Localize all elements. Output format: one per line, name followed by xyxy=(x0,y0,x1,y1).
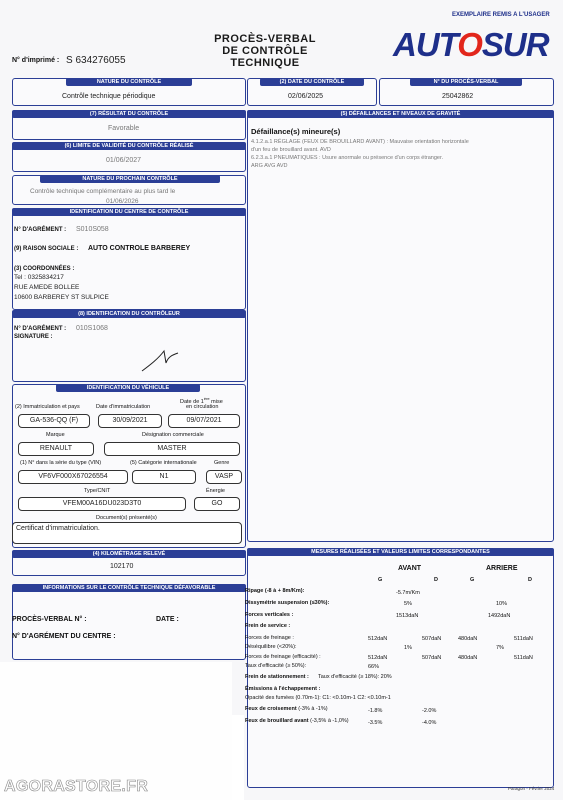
date-mise-label-line2: en circulation xyxy=(186,404,219,410)
avant-d-header: D xyxy=(434,577,438,583)
ffe-arriere-g: 480daN xyxy=(458,655,478,661)
date-mise-field: 09/07/2021 xyxy=(168,414,240,428)
defaillances-bar: (5) DÉFAILLANCES ET NIVEAUX DE GRAVITÉ xyxy=(247,110,554,118)
ripage-label: Ripage (-8 à + 8m/Km): xyxy=(245,588,305,594)
informations-date-label: DATE : xyxy=(156,616,179,623)
ff-arriere-d: 511daN xyxy=(514,636,533,642)
arriere-header: ARRIERE xyxy=(486,565,518,572)
nature-value: Contrôle technique périodique xyxy=(62,93,156,100)
emissions-label: Émissions à l'échappement : xyxy=(245,686,321,692)
marque-field: RENAULT xyxy=(18,442,94,456)
taux-label: Taux d'efficacité (≥ 50%): xyxy=(245,663,307,669)
brouillard-g: -3.5% xyxy=(368,720,383,726)
vehicule-bar: IDENTIFICATION DU VÉHICULE xyxy=(56,384,200,392)
croisement-g: -1.8% xyxy=(368,708,383,714)
informations-pv-label: PROCÈS-VERBAL N° : xyxy=(12,616,87,623)
ff-arriere-g: 480daN xyxy=(458,636,478,642)
version-footer: Paragon - Février 2024 xyxy=(508,786,555,791)
date-controle-bar: (2) DATE DU CONTRÔLE xyxy=(260,78,364,86)
watermark: AGORASTORE.FR xyxy=(4,778,149,795)
deseq-label: Déséquilibre (<20%): xyxy=(245,644,297,650)
title-line-2: DE CONTRÔLE TECHNIQUE xyxy=(222,45,308,69)
designation-field: MASTER xyxy=(104,442,240,456)
exemplaire-label: EXEMPLAIRE REMIS A L'USAGER xyxy=(452,12,550,18)
date-immat-field: 30/09/2021 xyxy=(98,414,162,428)
ffe-avant-g: 512daN xyxy=(368,655,388,661)
scan-artifact-edge xyxy=(232,715,244,800)
document-title xyxy=(190,33,340,69)
raison-label: (9) RAISON SOCIALE : xyxy=(14,246,79,252)
arriere-d-header: D xyxy=(528,577,532,583)
immat-field: GA-536-QQ (F) xyxy=(18,414,90,428)
controleur-box xyxy=(12,310,246,382)
type-field: VFEM00A16DU023D3T0 xyxy=(18,497,186,511)
frein-service-label: Frein de service : xyxy=(245,623,291,629)
marque-label: Marque xyxy=(46,432,65,438)
dissym-arriere: 10% xyxy=(496,601,508,607)
nature-bar: NATURE DU CONTRÔLE xyxy=(66,78,192,86)
forces-verticales-label: Forces verticales : xyxy=(245,612,294,618)
resultat-bar: (7) RÉSULTAT DU CONTRÔLE xyxy=(12,110,246,118)
taux-value: 66% xyxy=(368,664,380,670)
imprime-label: N° d'imprimé : xyxy=(12,57,60,64)
forces-verticales-arriere: 1492daN xyxy=(488,613,511,619)
forces-verticales-avant: 1513daN xyxy=(396,613,419,619)
stationnement-label: Frein de stationnement : xyxy=(245,674,309,680)
date-controle-value: 02/06/2025 xyxy=(288,93,324,100)
ffe-arriere-d: 511daN xyxy=(514,655,533,661)
raison-value: AUTO CONTROLE BARBEREY xyxy=(88,245,191,252)
controleur-agrement-label: N° D'AGRÉMENT : xyxy=(14,326,67,332)
defaillance-line-4: ARG AVG AVD xyxy=(251,163,288,169)
opacite-value: Opacité des fumées (0.70m-1): C1: <0.10m-1 C2: <0.10m-1 xyxy=(245,695,391,701)
date-immat-label: Date d'immatriculation xyxy=(96,404,151,410)
avant-g-header: G xyxy=(378,577,383,583)
arriere-g-header: G xyxy=(470,577,475,583)
centre-agrement-value: S010S058 xyxy=(76,226,109,233)
kilometrage-bar: (4) KILOMÉTRAGE RELEVÉ xyxy=(12,550,246,558)
avant-header: AVANT xyxy=(398,565,422,572)
categorie-field: N1 xyxy=(132,470,196,484)
stationnement-value: Taux d'efficacité (≥ 18%): 20% xyxy=(318,674,392,680)
dissym-avant: 5% xyxy=(404,601,412,607)
resultat-value: Favorable xyxy=(108,125,140,132)
type-label: Type/CNIT xyxy=(84,488,111,494)
num-pv-bar: N° DU PROCÈS-VERBAL xyxy=(410,78,522,86)
date-mise-label: Date de 1ère mise xyxy=(180,396,223,405)
deseq-arriere: 7% xyxy=(496,645,504,651)
brouillard-d: -4.0% xyxy=(422,720,437,726)
title-line-1: PROCÈS-VERBAL xyxy=(214,33,316,45)
immat-label: (2) Immatriculation et pays xyxy=(15,404,80,410)
ff-avant-d: 507daN xyxy=(422,636,442,642)
genre-field: VASP xyxy=(206,470,242,484)
brouillard-row: Feux de brouillard avant (-3,5% à -1,0%) xyxy=(245,718,349,724)
energie-label: Énergie xyxy=(206,488,225,494)
ffe-avant-d: 507daN xyxy=(422,655,442,661)
centre-bar: IDENTIFICATION DU CENTRE DE CONTRÔLE xyxy=(12,208,246,216)
energie-field: GO xyxy=(194,497,240,511)
vin-field: VF6VF000X67026554 xyxy=(18,470,128,484)
designation-label: Désignation commerciale xyxy=(142,432,204,438)
controleur-agrement-value: 010S1068 xyxy=(76,325,108,332)
informations-bar: INFORMATIONS SUR LE CONTRÔLE TECHNIQUE DÉFAVORABLE xyxy=(12,584,246,592)
centre-tel: Tel : 0325834217 xyxy=(14,274,64,281)
defaillances-box xyxy=(247,110,554,542)
coord-label: (3) COORDONNÉES : xyxy=(14,266,75,272)
prochain-date: 01/06/2026 xyxy=(106,198,139,205)
documents-label: Document(s) présenté(s) xyxy=(96,515,157,521)
prochain-bar: NATURE DU PROCHAIN CONTRÔLE xyxy=(40,175,220,183)
centre-ville: 10600 BARBEREY ST SULPICE xyxy=(14,294,109,301)
centre-agrement-label: N° D'AGRÉMENT : xyxy=(14,227,67,233)
autosur-logo: AUTOSUR xyxy=(393,26,549,63)
ripage-value: -5.7m/Km xyxy=(396,590,420,596)
deseq-avant: 1% xyxy=(404,645,412,651)
signature-scribble xyxy=(140,345,180,375)
informations-agrement-label: N° D'AGRÉMENT DU CENTRE : xyxy=(12,633,116,640)
prochain-value: Contrôle technique complémentaire au plus tard le xyxy=(30,188,176,195)
limite-value: 01/06/2027 xyxy=(106,157,142,164)
forces-freinage-label: Forces de freinage : xyxy=(245,635,294,641)
croisement-row: Feux de croisement (-3% à -1%) xyxy=(245,706,328,712)
categorie-label: (5) Catégorie internationale xyxy=(130,460,197,466)
kilometrage-value: 102170 xyxy=(110,563,134,570)
ffe-label: Forces de freinage (efficacité) : xyxy=(245,654,321,660)
num-pv-value: 25042862 xyxy=(442,93,474,100)
dissym-label: Dissymétrie suspension (≤30%): xyxy=(245,600,330,606)
defaillances-heading: Défaillance(s) mineure(s) xyxy=(251,127,341,136)
vin-label: (1) N° dans la série du type (VIN) xyxy=(20,460,102,466)
genre-label: Genre xyxy=(214,460,230,466)
ff-avant-g: 512daN xyxy=(368,636,388,642)
mesures-bar: MESURES RÉALISÉES ET VALEURS LIMITES CORRESPONDANTES xyxy=(247,548,554,556)
signature-label: SIGNATURE : xyxy=(14,334,53,340)
defaillance-line-3: 6.2.3.a.1 PNEUMATIQUES : Usure anormale ou présence d'un corps étranger. xyxy=(251,155,444,161)
documents-field: Certificat d'immatriculation. xyxy=(12,522,242,544)
defaillance-line-1: 4.1.2.a.1 RÉGLAGE (FEUX DE BROUILLARD AVANT) : Mauvaise orientation horizontale xyxy=(251,139,469,145)
defaillance-line-2: d'un feu de brouillard avant. AVD xyxy=(251,147,331,153)
imprime-value: S 634276055 xyxy=(66,55,126,66)
controleur-bar: (8) IDENTIFICATION DU CONTRÔLEUR xyxy=(12,310,246,318)
croisement-d: -2.0% xyxy=(422,708,437,714)
centre-rue: RUE AMEDE BOLLEE xyxy=(14,284,80,291)
limite-bar: (6) LIMITE DE VALIDITÉ DU CONTRÔLE RÉALISÉ xyxy=(12,142,246,150)
